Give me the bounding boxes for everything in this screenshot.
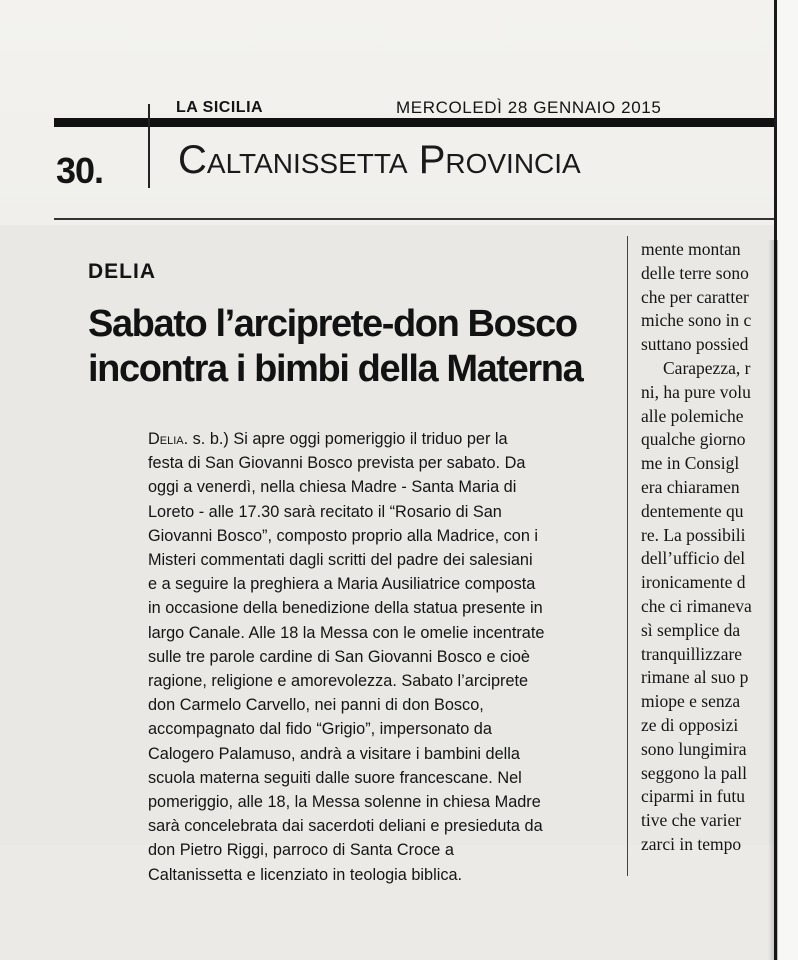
column-line: suttano possied [641,334,749,355]
column-line: alle polemiche [641,405,744,426]
column-line: dell’ufficio del [641,548,746,569]
section-title [178,138,581,183]
body-line: accompagnato dal fido “Grigio”, impersonato da [148,720,492,739]
column-line: me in Consigl [641,453,740,474]
body-line: sulle tre parole cardine di San Giovanni Bosco e cioè [148,647,530,666]
body-line: scuola materna seguiti dalle suore francescane. Nel [148,768,522,787]
column-line: ni, ha pure volu [641,381,751,402]
body-line [148,427,618,451]
body-line: festa di San Giovanni Bosco prevista per sabato. Da [148,454,526,473]
column-line: miope e senza [641,691,741,712]
article-dateline: Delia. [148,430,189,448]
column-line: Carapezza, r [663,357,751,378]
body-line: e a seguire la preghiera a Maria Ausiliatrice composta [148,575,536,594]
page-number: 30. [56,150,104,191]
body-line: Calogero Palamuso, andrà a visitare i bambini della [148,744,520,763]
column-divider [627,236,628,876]
body-line: largo Canale. Alle 18 la Messa con le omelie incentrate [148,623,545,642]
body-line: don Carmelo Carvello, nei panni di don Bosco, [148,696,484,715]
column-line: mente montan [641,239,741,259]
column-line: delle terre sono [641,262,749,283]
column-line: tive che varier [641,810,742,831]
masthead-divider [148,104,150,188]
body-line: pomeriggio, alle 18, la Messa solenne in chiesa Madre [148,793,541,812]
column-line: dentemente qu [641,500,744,521]
column-line: che per caratter [641,286,749,307]
headline-line: incontra i bimbi della Materna [88,348,583,390]
column-line: che ci rimaneva [641,595,752,616]
body-line: Loreto - alle 17.30 sarà recitato il “Rosario di San [148,502,502,521]
scan-margin [777,0,798,960]
section-rule [54,218,774,220]
body-line: sarà concelebrata dai sacerdoti deliani e presieduta da [148,817,543,836]
newspaper-name: LA SICILIA [176,99,264,116]
column-line: zarci in tempo [641,833,742,854]
column-line: sì semplice da [641,619,741,640]
body-line-text: s. b.) Si apre oggi pomeriggio il triduo per la [188,430,508,448]
article-body [148,427,618,887]
body-line: ragione, religione e amorevolezza. Sabato l’arciprete [148,672,529,691]
article-kicker: DELIA [88,260,156,283]
masthead-rule [54,118,774,127]
adjacent-article-column [641,238,774,857]
body-line: oggi a venerdì, nella chiesa Madre - Santa Maria di [148,478,517,497]
column-line: miche sono in c [641,310,752,331]
column-line: seggono la pall [641,762,747,783]
issue-date: MERCOLEDÌ 28 GENNAIO 2015 [396,98,662,117]
column-line: qualche giorno [641,429,746,450]
body-line: Misteri commentati dagli scritti del padre dei salesiani [148,551,533,570]
body-line: don Pietro Riggi, parroco di Santa Croce a [148,841,454,860]
body-line: Caltanissetta e licenziato in teologia biblica. [148,865,463,884]
column-line: sono lungimira [641,738,747,759]
headline-line: Sabato l’arciprete-don Bosco [88,303,577,345]
column-line: rimane al suo p [641,667,749,688]
column-line: ciparmi in futu [641,786,746,807]
article-headline [88,302,628,392]
body-line: in occasione della benedizione della statua presente in [148,599,543,618]
column-line: tranquillizzare [641,643,743,664]
column-line: era chiaramen [641,476,740,497]
column-line: re. La possibili [641,524,746,545]
section-title-text: Caltanissetta Provincia [178,138,581,182]
column-line: ironicamente d [641,572,746,593]
column-line: ze di opposizi [641,714,739,735]
body-line: Giovanni Bosco”, composto proprio alla Madrice, con i [148,526,539,545]
